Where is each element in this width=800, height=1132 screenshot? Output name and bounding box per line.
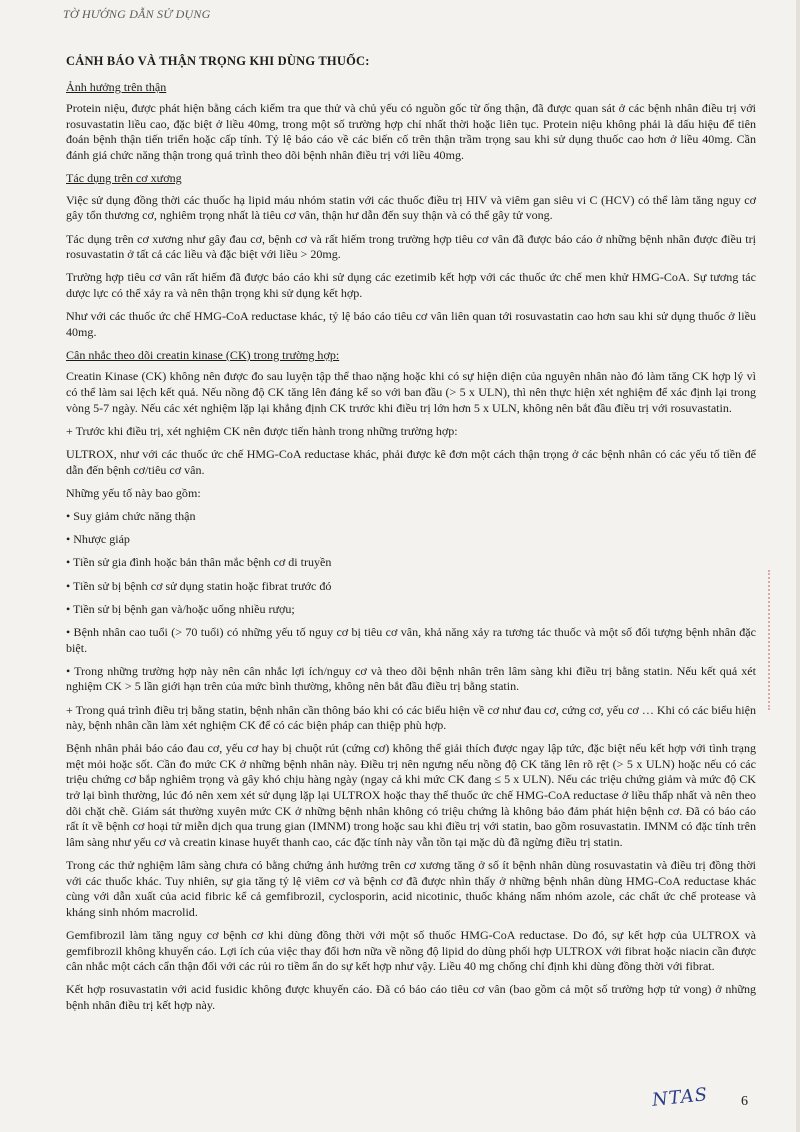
paragraph: Gemfibrozil làm tăng nguy cơ bệnh cơ khi dùng đồng thời với một số thuốc HMG-CoA reductase. Do đó, sự kết hợp của ULTROX và gemfibrozil không khuyến cáo. Lợi ích của việc thay đổi hơn nữa về nồng độ lipid do dùng phối hợp ULTROX với fibrat hoặc niacin cần được cân nhắc một cách cẩn thận đối với các rủi ro tiềm ẩn do sự kết hợp như vậy. Liều 40 mg chống chỉ định khi dùng đồng thời với fibrat. bbox=[66, 928, 756, 974]
paragraph: Trường hợp tiêu cơ vân rất hiếm đã được báo cáo khi sử dụng các ezetimib kết hợp với các thuốc ức chế men khử HMG-CoA. Sự tương tác dược lực có thể xảy ra và nên thận trọng khi sử dụng kết hợp. bbox=[66, 270, 756, 300]
paragraph: + Trước khi điều trị, xét nghiệm CK nên được tiến hành trong những trường hợp: bbox=[66, 423, 458, 438]
section-title: CẢNH BÁO VÀ THẬN TRỌNG KHI DÙNG THUỐC: bbox=[66, 54, 370, 68]
stamp-mark bbox=[768, 570, 800, 710]
paragraph: Tác dụng trên cơ xương như gây đau cơ, bệnh cơ và rất hiếm trong trường hợp tiêu cơ vân đã được báo cáo ở những bệnh nhân được điều trị rosuvastatin ở tất cả các liều và đặc biệt với liều > 20mg. bbox=[66, 231, 756, 262]
paragraph: • Suy giảm chức năng thận bbox=[66, 509, 196, 523]
paragraph-list bbox=[66, 80, 756, 1014]
subsection-heading: Cân nhắc theo dõi creatin kinase (CK) trong trường hợp: bbox=[66, 347, 340, 362]
paragraph: • Bệnh nhân cao tuổi (> 70 tuổi) có những yếu tố nguy cơ bị tiêu cơ vân, khả năng xảy ra tương tác thuốc và một số đối tượng bệnh nhân đặc biệt. bbox=[66, 624, 756, 655]
document-body bbox=[66, 54, 756, 1021]
paragraph: Như với các thuốc ức chế HMG-CoA reductase khác, tỷ lệ báo cáo tiêu cơ vân liên quan tới rosuvastatin cao hơn sau khi sử dụng thuốc ở liều 40mg. bbox=[66, 309, 756, 339]
document-header: TỜ HƯỚNG DẪN SỬ DỤNG bbox=[63, 7, 211, 21]
subsection-heading: Tác dụng trên cơ xương bbox=[66, 171, 182, 186]
paragraph: Kết hợp rosuvastatin với acid fusidic không được khuyến cáo. Đã có báo cáo tiêu cơ vân (bao gồm cả một số trường hợp tử vong) ở những bệnh nhân điều trị kết hợp này. bbox=[66, 982, 756, 1012]
paragraph: Creatin Kinase (CK) không nên được đo sau luyện tập thể thao nặng hoặc khi có sự hiện diện của nguyên nhân nào đó làm tăng CK hợp lý vì có thể làm sai lệch kết quả. Nếu nồng độ CK tăng lên đáng kể so với ban đầu (> 5 x ULN), thì nên thực hiện xét nghiệm để xác định lại trong vòng 5-7 ngày. Nếu các xét nghiệm lặp lại khẳng định CK trước khi điều trị lớn hơn 5 x ULN, không nên bắt đầu điều trị với rosuvastatin. bbox=[66, 369, 756, 415]
paragraph: Protein niệu, được phát hiện bằng cách kiểm tra que thử và chủ yếu có nguồn gốc từ ống thận, đã được quan sát ở các bệnh nhân điều trị với rosuvastatin liều cao, đặc biệt ở liều 40mg, trong một số trường hợp chỉ nhất thời hoặc liên tục. Protein niệu không phải là dấu hiệu để tiên đoán bệnh thận tiến triển hoặc cấp tính. Tỷ lệ báo cáo về các biến cố trên thận trầm trọng sau khi sử dụng thuốc cao hơn ở liều 40mg. Cần đánh giá chức năng thận trong quá trình theo dõi bệnh nhân điều trị với liều 40mg. bbox=[66, 101, 756, 162]
paragraph: ULTROX, như với các thuốc ức chế HMG-CoA reductase khác, phải được kê đơn một cách thận trọng ở các bệnh nhân có các yếu tố tiền để dẫn đến bệnh cơ/tiêu cơ vân. bbox=[66, 447, 756, 477]
page-edge bbox=[796, 0, 800, 1132]
paragraph: Trong các thử nghiệm lâm sàng chưa có bằng chứng ảnh hưởng trên cơ xương tăng ở số ít bệnh nhân dùng rosuvastatin và điều trị đồng thời với các thuốc khác. Tuy nhiên, sự gia tăng tỷ lệ viêm cơ và bệnh cơ đã được nhìn thấy ở những bệnh nhân dùng HMG-CoA reductase khác cùng với dẫn xuất của acid fibric kể cả gemfibrozil, cyclosporin, acid nicotinic, thuốc kháng nấm nhóm azole, các chất ức chế protease và kháng sinh nhóm macrolid. bbox=[66, 858, 756, 919]
paragraph: • Tiền sử gia đình hoặc bản thân mắc bệnh cơ di truyền bbox=[66, 555, 332, 570]
paragraph: • Nhược giáp bbox=[66, 532, 130, 547]
signature: NTAS bbox=[651, 1084, 710, 1111]
paragraph: Những yếu tố này bao gồm: bbox=[66, 485, 201, 500]
paragraph: • Tiền sử bị bệnh cơ sử dụng statin hoặc fibrat trước đó bbox=[66, 578, 332, 593]
subsection-heading: Ảnh hưởng trên thận bbox=[66, 79, 167, 94]
page-number: 6 bbox=[741, 1094, 748, 1109]
paragraph: • Tiền sử bị bệnh gan và/hoặc uống nhiều rượu; bbox=[66, 601, 295, 616]
paragraph: + Trong quá trình điều trị bằng statin, bệnh nhân cần thông báo khi có các biểu hiện về cơ như đau cơ, cứng cơ, yếu cơ … Khi có các biểu hiện này, bệnh nhân cần làm xét nghiệm CK để có các biện pháp can thiệp phù hợp. bbox=[66, 702, 756, 733]
paragraph: Bệnh nhân phải báo cáo đau cơ, yếu cơ hay bị chuột rút (cứng cơ) không thể giải thích được ngay lập tức, đặc biệt nếu kết hợp với tình trạng mệt mỏi hoặc sốt. Cần đo mức CK ở những bệnh nhân này. Điều trị nên ngưng nếu nồng độ CK tăng lên rõ rệt (> 5 x ULN) hoặc nếu có các triệu chứng cơ bắp nghiêm trọng và gây khó chịu hàng ngày (ngay cả khi mức CK đang ≤ 5 x ULN). Nếu các triệu chứng giảm và mức độ CK trở lại bình thường, lúc đó nên xem xét sử dụng lặp lại ULTROX hoặc thay thế thuốc ức chế HMG-CoA reductase ở liều thấp nhất và nên theo dõi chặt chẽ. Giám sát thường xuyên mức CK ở những bệnh nhân không có triệu chứng là không bảo đảm phát hiện bệnh cơ. Đã có báo cáo rất ít về bệnh cơ hoại tử miễn dịch qua trung gian (IMNM) trong hoặc sau khi điều trị với statin, bao gồm rosuvastatin. IMNM có đặc tính trên lâm sàng như yếu cơ và creatin kinase huyết thanh cao, các đặc tính này vẫn tồn tại mặc dù đã ngừng điều trị statin. bbox=[66, 741, 756, 849]
paragraph: • Trong những trường hợp này nên cân nhắc lợi ích/nguy cơ và theo dõi bệnh nhân trên lâm sàng khi điều trị bằng statin. Nếu kết quả xét nghiệm CK > 5 lần giới hạn trên của mức bình thường, không nên bắt đầu điều trị bằng statin. bbox=[66, 663, 756, 694]
paragraph: Việc sử dụng đồng thời các thuốc hạ lipid máu nhóm statin với các thuốc điều trị HIV và viêm gan siêu vi C (HCV) có thể làm tăng nguy cơ gây tổn thương cơ, nghiêm trọng nhất là tiêu cơ vân, thận hư dẫn đến suy thận và có thể gây tử vong. bbox=[66, 192, 756, 223]
